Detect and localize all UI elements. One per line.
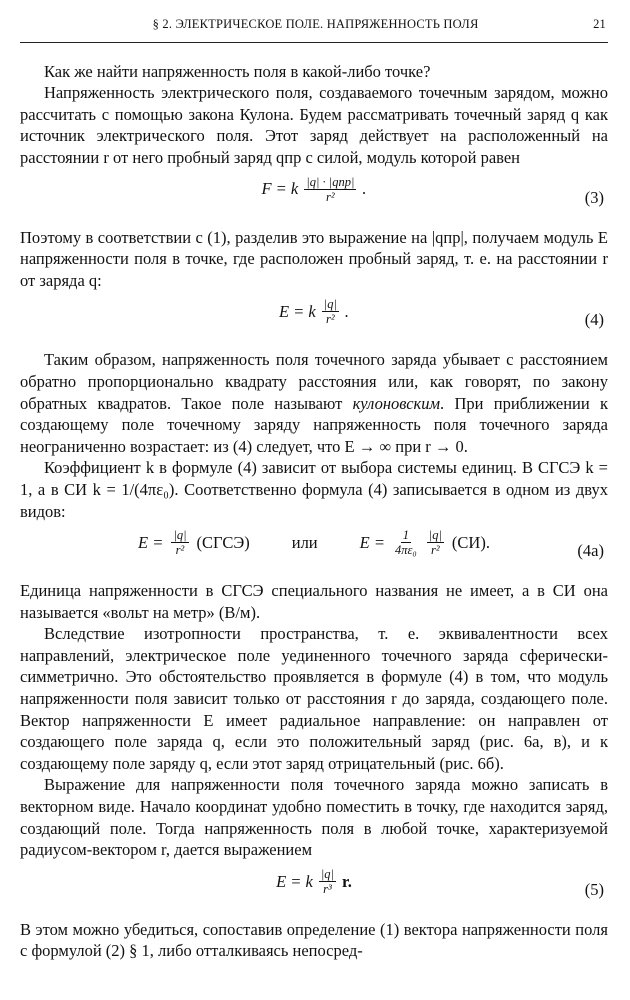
eq4-label: (4) (584, 310, 604, 330)
eq4a-fraction-si (427, 528, 444, 557)
paragraph-unit: Единица напряженности в СГСЭ специального названия не имеет, а в СИ она называется «вольт на метр» (В/м). (20, 581, 608, 622)
equation-5 (20, 867, 608, 913)
eq4a-coef-denominator: 4πε₀ (394, 543, 417, 558)
eq4a-or: или (291, 532, 318, 552)
paragraph-isotropy: Вследствие изотропности пространства, т. е. эквивалентности всех направлений, электрическое поле уединенного точечного заряда сферически-симметрично. Это обстоятельство проявляется в формуле (4) в том, что модуль напряженности поля зависит только от расстояния r до заряда, создающего поле. Вектор напряженности E имеет радиальное направление: он направлен от создающего поле заряда q, если это положительный заряд (рис. 6а, в), и к создающему поле заряду q, если этот заряд отрицательный (рис. 6б). (20, 624, 608, 773)
eq3-fraction (304, 175, 356, 204)
eq3-denominator: r² (326, 189, 335, 204)
eq5-numerator: |q| (320, 866, 334, 881)
eq4a-unit-si: (СИ). (451, 532, 490, 552)
eq4a-numerator-si: |q| (428, 528, 442, 543)
eq3-lhs: F = k (261, 179, 299, 199)
eq4-numerator: |q| (323, 297, 337, 312)
eq4-tail: . (344, 302, 350, 322)
eq4a-denominator-cgs: r² (175, 543, 185, 558)
eq4a-lhs-si: E = (359, 532, 385, 552)
equation-4a (20, 528, 608, 574)
eq4a-numerator-cgs: |q| (173, 528, 187, 543)
eq4-fraction (322, 297, 339, 326)
eq4-denominator: r² (326, 312, 335, 327)
page-number: 21 (593, 17, 606, 31)
p4-text-b: . При приближении к создающему поле точечному заряду напряженность поля точечного заряда неограниченно возрастает: из (4) следует, что E → ∞ при r → 0. (20, 393, 608, 456)
p4-text-a: Таким образом, напряженность поля точечного заряда убывает с расстоянием обратно пропорционально квадрату расстояния или, как говорят, по закону обратных квадратов. Такое поле называют (20, 350, 608, 413)
paragraph-vector-form: Выражение для напряженности поля точечного заряда можно записать в векторном виде. Начало координат удобно поместить в точку, где находится заряд, создающий поле. Тогда напряженность поля в любой точке, характеризуемой радиусом-вектором r, дается выражением (20, 775, 608, 860)
eq4a-coefficient-si (393, 528, 419, 557)
eq3-label: (3) (584, 187, 604, 207)
eq4a-coef-numerator: 1 (402, 528, 409, 543)
eq5-tail: r. (341, 871, 352, 891)
paragraph-verification: В этом можно убедиться, сопоставив определение (1) вектора напряженности поля с формулой (2) § 1, либо отталкиваясь непосред- (20, 919, 608, 961)
paragraph-coulomb: Напряженность электрического поля, создаваемого точечным зарядом, можно рассчитать с помощью закона Кулона. Будем рассматривать точечный заряд q как источник электрического поля. Этот заряд действует на расположенный на расстоянии r от него пробный заряд qпр с силой, модуль которой равен (20, 83, 608, 167)
chapter-title: § 2. ЭЛЕКТРИЧЕСКОЕ ПОЛЕ. НАПРЯЖЕННОСТЬ ПОЛЯ (152, 17, 479, 31)
eq4-lhs: E = k (278, 302, 316, 322)
paragraph-inverse-square (20, 349, 608, 457)
eq5-denominator: r³ (323, 881, 332, 896)
eq5-lhs: E = k (276, 871, 313, 891)
paragraph-question: Как же найти напряженность поля в какой-либо точке? (44, 61, 431, 81)
eq4a-lhs-cgs: E = (138, 532, 164, 552)
eq4a-fraction-cgs (171, 528, 188, 557)
eq5-fraction (319, 867, 336, 896)
p4-emphasis: кулоновским (352, 393, 441, 413)
eq4a-label: (4а) (577, 541, 604, 561)
paragraph-field-modulus: Поэтому в соответствии с (1), разделив это выражение на |qпр|, получаем модуль E напряженности поля в точке, где расположен пробный заряд, т. е. на расстоянии r от заряда q: (20, 227, 608, 290)
eq5-label: (5) (584, 879, 604, 899)
running-header (20, 14, 608, 43)
eq3-tail: . (362, 179, 367, 199)
eq4a-unit-cgs: (СГСЭ) (196, 532, 250, 552)
paragraph-coefficient: Коэффициент k в формуле (4) зависит от выбора системы единиц. В СГСЭ k = 1, а в СИ k = 1/(4πε₀). Соответственно формула (4) записывается в одном из двух видов: (20, 458, 608, 521)
equation-4 (20, 297, 608, 343)
equation-3 (20, 175, 608, 221)
eq4a-denominator-si: r² (431, 543, 440, 558)
eq3-numerator: |q| · |qпр| (306, 174, 355, 189)
